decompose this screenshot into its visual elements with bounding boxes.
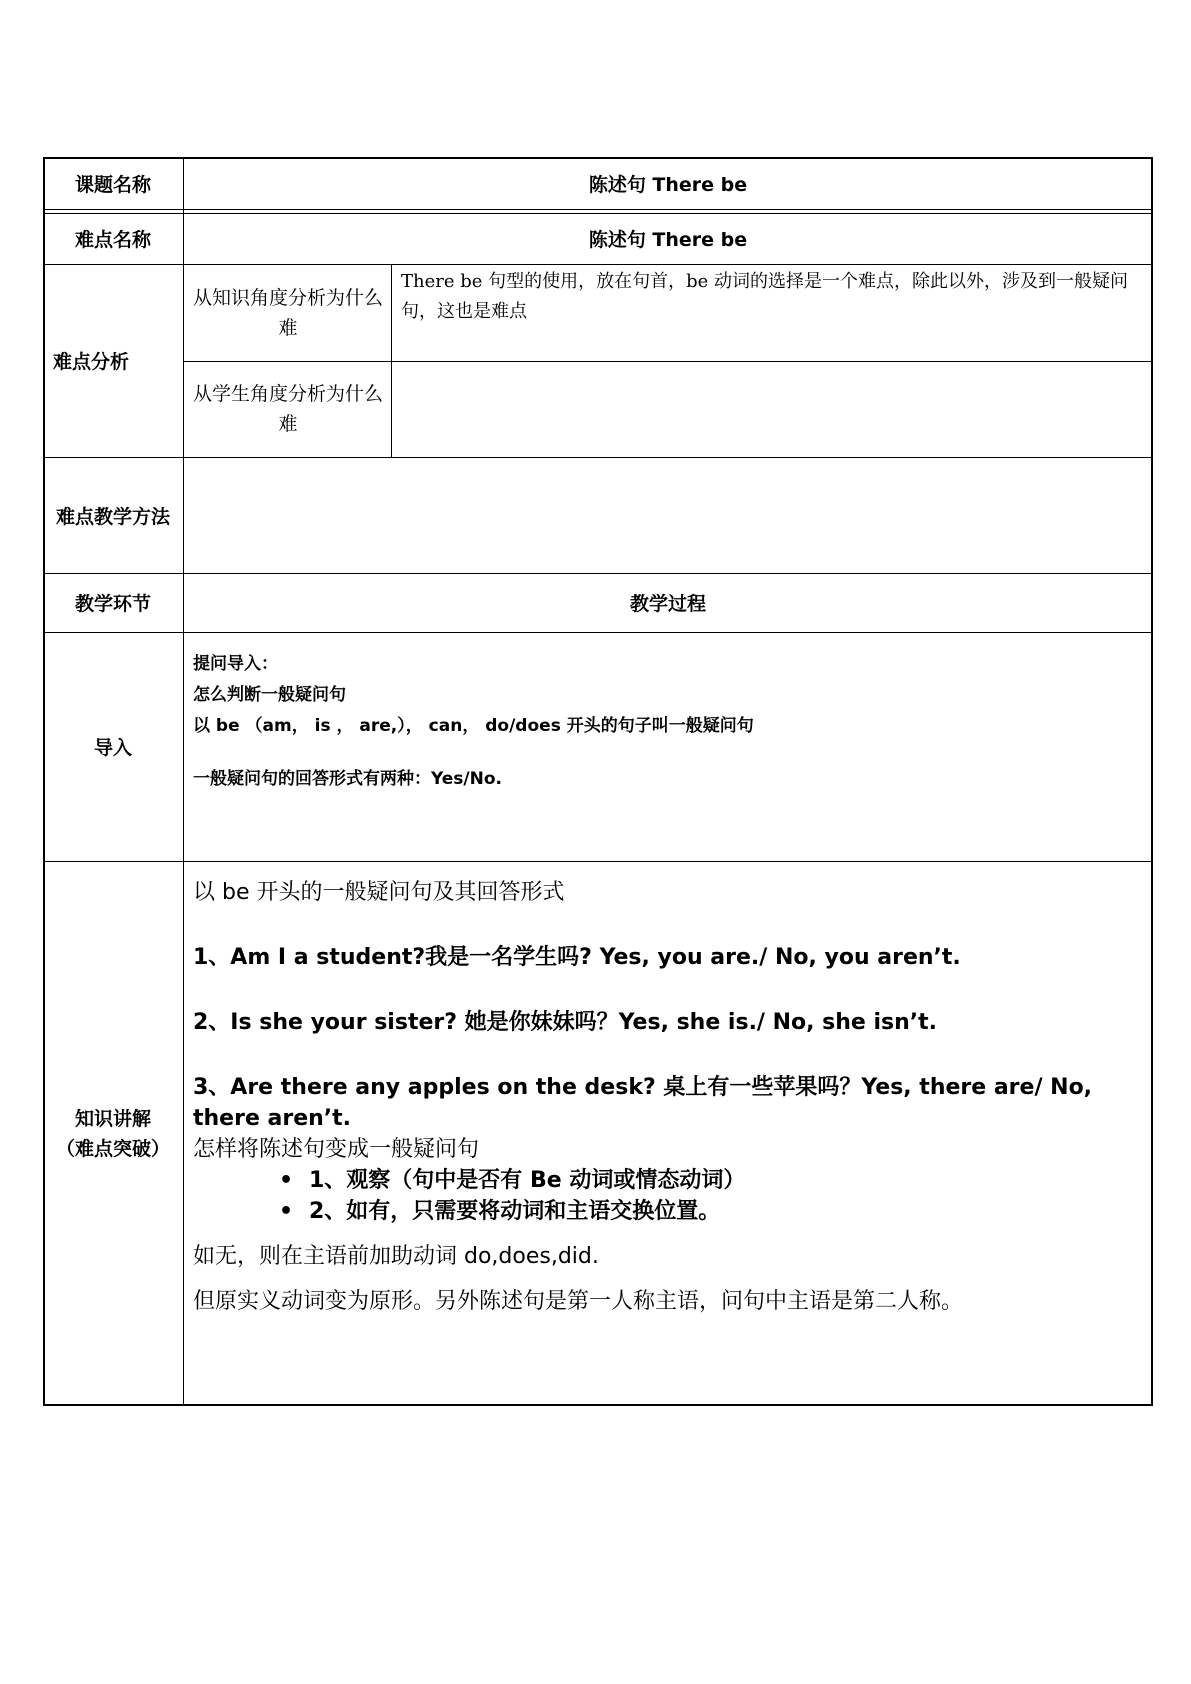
knowledge-angle-text: There be 句型的使用，放在句首，be 动词的选择是一个难点，除此以外，涉及到一般疑问句，这也是难点	[401, 271, 1129, 322]
bullet-icon: •	[279, 1199, 294, 1224]
process-header-right: 教学过程	[629, 593, 706, 615]
difficulty-name-label: 难点名称	[74, 229, 151, 251]
column-divider	[183, 157, 184, 1406]
bullet-icon: •	[279, 1168, 294, 1193]
method-label: 难点教学方法	[55, 505, 170, 528]
method-value	[193, 467, 1143, 567]
knowledge-label	[43, 861, 183, 1406]
convert-steps	[193, 1165, 1123, 1227]
if-not-text: 如无，则在主语前加助动词 do,does,did.	[193, 1244, 599, 1269]
knowledge-content	[193, 877, 1123, 1317]
knowledge-label-line2: （难点突破）	[55, 1137, 170, 1160]
analysis-label: 难点分析	[53, 351, 130, 373]
knowledge-angle-label: 从知识角度分析为什么难	[193, 286, 384, 339]
intro-line: 以 be （am， is ， are,）， can， do/does 开头的句子叫一般疑问句	[193, 716, 754, 736]
topic-value: 陈述句 There be	[588, 173, 748, 196]
row-divider	[43, 457, 1153, 458]
student-angle-label: 从学生角度分析为什么难	[193, 383, 384, 435]
convert-title: 怎样将陈述句变成一般疑问句	[193, 1137, 480, 1162]
knowledge-label-line1: 知识讲解	[74, 1107, 151, 1130]
intro-line: 怎么判断一般疑问句	[193, 685, 346, 705]
example-2: 2、Is she your sister? 她是你妹妹吗？Yes, she is./ No, she isn’t.	[193, 1010, 938, 1035]
step-text: 1、观察（句中是否有 Be 动词或情态动词）	[309, 1168, 746, 1193]
process-header-left: 教学环节	[74, 593, 151, 615]
example-3: 3、Are there any apples on the desk? 桌上有一些苹果吗？Yes, there are/ No, there aren’t.	[193, 1075, 1093, 1131]
knowledge-heading: 以 be 开头的一般疑问句及其回答形式	[193, 880, 565, 905]
intro-line: 一般疑问句的回答形式有两种：Yes/No.	[193, 769, 502, 789]
list-item	[193, 1165, 1123, 1196]
row-divider	[43, 209, 1153, 210]
topic-label: 课题名称	[74, 173, 151, 196]
example-1: 1、Am I a student?我是一名学生吗? Yes, you are./ No, you aren’t.	[193, 945, 961, 970]
difficulty-name-value: 陈述句 There be	[588, 229, 748, 251]
row-divider	[43, 861, 1153, 862]
student-angle-text	[401, 369, 1141, 449]
intro-content	[193, 649, 1093, 795]
final-note: 但原实义动词变为原形。另外陈述句是第一人称主语，问句中主语是第二人称。	[193, 1289, 964, 1314]
row-divider	[43, 632, 1153, 633]
list-item	[193, 1196, 1123, 1227]
step-text: 2、如有，只需要将动词和主语交换位置。	[309, 1199, 721, 1224]
intro-line: 提问导入：	[193, 654, 278, 674]
lesson-plan-table	[43, 157, 1153, 1406]
intro-label: 导入	[93, 737, 132, 759]
column-divider	[391, 264, 392, 457]
